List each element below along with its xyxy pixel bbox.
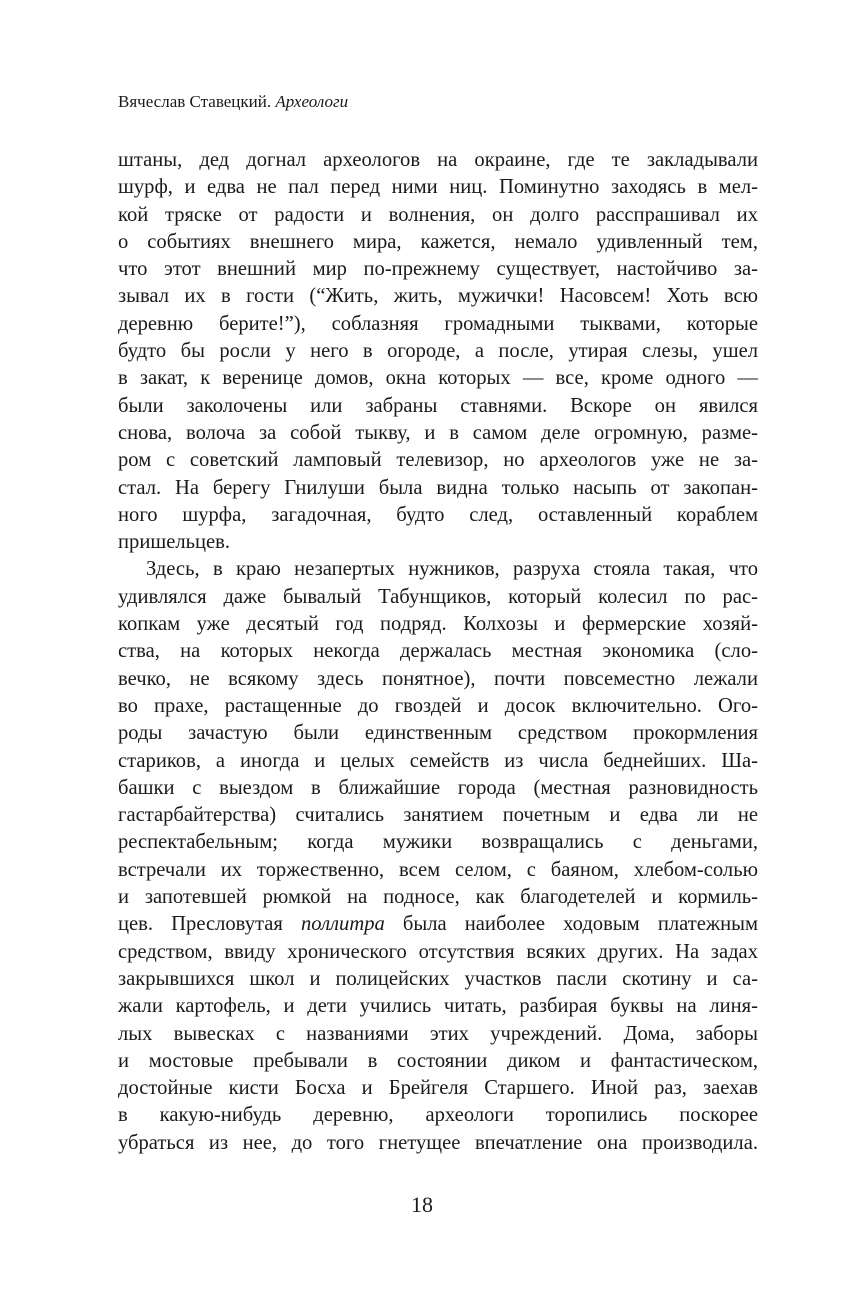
text-run: была наиболее ходовым платежным [384, 913, 758, 936]
text-line: зывал их в гости (“Жить, жить, мужички! Насовсем! Хоть всю [118, 285, 758, 308]
text-line: и мостовые пребывали в состоянии диком и фантастическом, [118, 1049, 758, 1072]
paragraph-2 [118, 556, 758, 1157]
text-line: респектабельным; когда мужики возвращались с деньгами, [118, 831, 758, 854]
text-line: и запотевшей рюмкой на подносе, как благодетелей и кормиль- [118, 886, 758, 909]
text-line [118, 911, 758, 938]
text-line: башки с выездом в ближайшие города (местная разновидность [118, 776, 758, 799]
text-line: ства, на которых некогда держалась местная экономика (сло- [118, 640, 758, 663]
header-book-title: Археологи [275, 92, 349, 111]
text-line: вечко, не всякому здесь понятное), почти повсеместно лежали [118, 667, 758, 690]
text-line: стариков, а иногда и целых семейств из числа беднейших. Ша- [118, 749, 758, 772]
text-line: в какую-нибудь деревню, археологи торопились поскорее [118, 1104, 758, 1127]
text-line: убраться из нее, до того гнетущее впечатление она производила. [118, 1131, 758, 1154]
paragraph-1 [118, 147, 758, 556]
text-line: роды зачастую были единственным средством прокормления [118, 722, 758, 745]
text-line: кой тряске от радости и волнения, он долго расспрашивал их [118, 203, 758, 226]
text-line: удивлялся даже бывалый Табунщиков, который колесил по рас- [118, 585, 758, 608]
text-line: ного шурфа, загадочная, будто след, оставленный кораблем [118, 503, 758, 526]
page-number: 18 [411, 1192, 433, 1217]
text-run: цев. Пресловутая [118, 913, 301, 936]
running-header [118, 92, 348, 112]
text-line: гастарбайтерства) считались занятием почетным и едва ли не [118, 804, 758, 827]
text-line: были заколочены или забраны ставнями. Вскоре он явился [118, 394, 758, 417]
text-line: что этот внешний мир по-прежнему существует, настойчиво за- [118, 258, 758, 281]
text-line: достойные кисти Босха и Брейгеля Старшего. Иной раз, заехав [118, 1077, 758, 1100]
text-line: ром с советский ламповый телевизор, но археологов уже не за- [118, 449, 758, 472]
text-line: штаны, дед догнал археологов на окраине, где те закладывали [118, 149, 758, 171]
text-line: жали картофель, и дети учились читать, разбирая буквы на линя- [118, 995, 758, 1018]
text-line: будто бы росли у него в огороде, а после, утирая слезы, ушел [118, 340, 758, 363]
text-line: шурф, и едва не пал перед ними ниц. Поминутно заходясь в мел- [118, 176, 758, 199]
text-line: лых вывесках с названиями этих учреждений. Дома, заборы [118, 1022, 758, 1045]
header-author: Вячеслав Ставецкий. [118, 92, 272, 111]
text-line: встречали их торжественно, всем селом, с баяном, хлебом-солью [118, 858, 758, 881]
text-line: во прахе, растащенные до гвоздей и досок включительно. Ого- [118, 694, 758, 717]
body-text [118, 147, 758, 1157]
text-line: средством, ввиду хронического отсутствия всяких других. На задах [118, 940, 758, 963]
text-line: о событиях внешнего мира, кажется, немало удивленный тем, [118, 230, 758, 253]
text-line: закрывшихся школ и полицейских участков пасли скотину и са- [118, 967, 758, 990]
text-line: снова, волоча за собой тыкву, и в самом деле огромную, разме- [118, 421, 758, 444]
text-line: деревню берите!”), соблазняя громадными тыквами, которые [118, 312, 758, 335]
italic-term: поллитра [300, 913, 385, 936]
text-line: копкам уже десятый год подряд. Колхозы и фермерские хозяй- [118, 613, 758, 636]
text-line: стал. На берегу Гнилуши была видна только насыпь от закопан- [118, 476, 758, 499]
text-line: в закат, к веренице домов, окна которых — все, кроме одного — [118, 367, 758, 390]
text-line: Здесь, в краю незапертых нужников, разруха стояла такая, что [146, 558, 758, 581]
text-line: пришельцев. [118, 531, 231, 554]
